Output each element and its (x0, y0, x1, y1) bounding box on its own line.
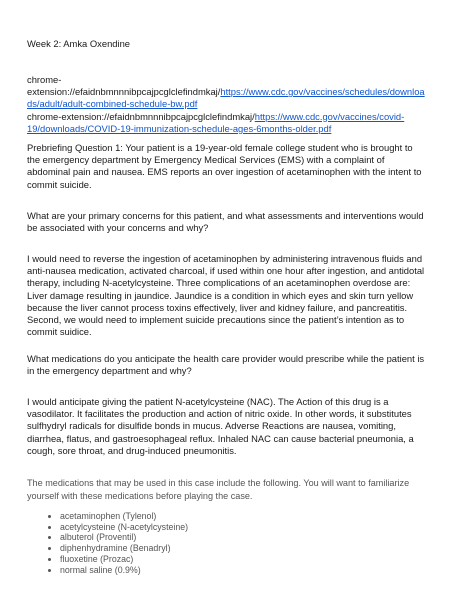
prebriefing-paragraph (27, 142, 451, 191)
link-line-3 (27, 98, 451, 110)
paragraph-line: I would anticipate giving the patient N-acetylcysteine (NAC). The Action of this drug is a (27, 396, 389, 407)
extension-prefix-2: chrome-extension://efaidnbmnnnibpcajpcglclefindmkaj/ (27, 110, 255, 122)
paragraph-line: therapy, including N-acetylcysteine. Three complications of an acetaminophen overdose are: (27, 277, 411, 289)
paragraph-line: sulfhydryl radicals for disulfide bonds in mucus. Adverse Reactions are nausea, vomiting, (27, 420, 396, 432)
medications-list (48, 511, 460, 575)
paragraph-line: The medications that may be used in this case include the following. You will want to familiarize (27, 478, 410, 488)
answer-2-paragraph (27, 396, 451, 457)
paragraph-line: be associated with your concerns and why? (27, 222, 209, 234)
list-item: • acetylcysteine (N-acetylcysteine) (60, 522, 460, 533)
header-text: Week 2: Amka Oxendine (27, 38, 131, 49)
covid-schedule-link-continued[interactable]: 19/downloads/COVID-19-immunization-schedule-ages-6months-older.pdf (27, 122, 332, 134)
list-item: • acetaminophen (Tylenol) (60, 511, 460, 522)
paragraph-line: Second, we would need to implement suicide precautions since the patient’s intention as to (27, 314, 405, 326)
link-line-5 (27, 123, 451, 135)
paragraph-line: vasodilator. It facilitates the production and action of nitric oxide. In other words, it substitutes (27, 408, 412, 420)
paragraph-line: commit suidice. (27, 326, 92, 338)
medications-intro (27, 477, 451, 502)
link-line-1-text: chrome- (27, 74, 62, 85)
paragraph-line: I would need to reverse the ingestion of acetaminophen by administering intravenous fluids and (27, 253, 423, 264)
answer-1-paragraph (27, 253, 451, 338)
covid-schedule-link[interactable]: https://www.cdc.gov/vaccines/covid- (254, 110, 405, 122)
list-item: • diphenhydramine (Benadryl) (60, 543, 460, 554)
link-line-4 (27, 111, 451, 123)
list-item: • normal saline (0.9%) (60, 565, 460, 576)
paragraph-line: Liver damage resulting in jaundice. Jaundice is a condition in which eyes and skin turn yellow (27, 289, 414, 301)
link-line-2 (27, 86, 451, 98)
extension-prefix: extension://efaidnbmnnnibpcajpcglclefindmkaj/ (27, 86, 221, 98)
list-item: • fluoxetine (Prozac) (60, 554, 460, 565)
question-2-paragraph (27, 353, 451, 377)
paragraph-line: diarrhea, flatus, and gastroesophageal reflux. Inhaled NAC can cause bacterial pneumonia, a (27, 432, 414, 444)
document-header (27, 38, 451, 50)
link-line-1 (27, 74, 451, 86)
question-1-paragraph (27, 210, 451, 234)
paragraph-line: What are your primary concerns for this patient, and what assessments and interventions would (27, 210, 424, 221)
paragraph-line: anti-nausea medication, activated charcoal, if used within one hour after ingestion, and antidotal (27, 265, 425, 277)
adult-schedule-link-continued[interactable]: ds/adult/adult-combined-schedule-bw.pdf (27, 98, 198, 110)
paragraph-line: cough, sore throat, and drug-induced pneumonitis. (27, 444, 237, 456)
paragraph-line: in the emergency department and why? (27, 365, 192, 377)
paragraph-line: yourself with these medications before playing the case. (27, 490, 253, 501)
adult-schedule-link[interactable]: https://www.cdc.gov/vaccines/schedules/downloa (220, 86, 425, 98)
paragraph-line: commit suicide. (27, 178, 92, 190)
paragraph-line: abdominal pain and nausea. EMS reports an over ingestion of acetaminophen with the intent to (27, 166, 422, 178)
paragraph-line: the emergency department by Emergency Medical Services (EMS) with a complaint of (27, 154, 385, 166)
paragraph-line: What medications do you anticipate the health care provider would prescribe while the patient is (27, 353, 425, 364)
paragraph-line: because the liver cannot process toxins effectively, liver and kidney failure, and pancreatitis. (27, 301, 408, 313)
reference-links (27, 74, 451, 135)
paragraph-line: Prebriefing Question 1: Your patient is a 19-year-old female college student who is brought to (27, 142, 413, 153)
list-item: • albuterol (Proventil) (60, 532, 460, 543)
